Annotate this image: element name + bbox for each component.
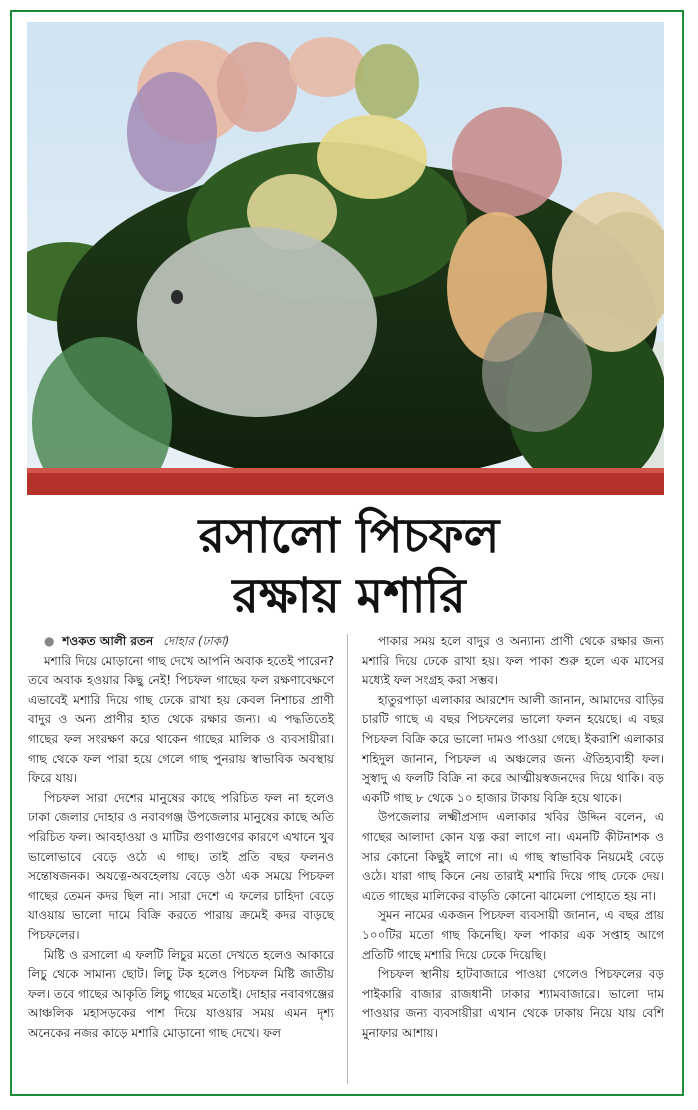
paragraph: সুমন নামের একজন পিচফল ব্যবসায়ী জানান, এ বছর প্রায় ১০০টির মতো গাছ কিনেছি। ফল পাকার এক সপ্তাহ আগে প্রতিটি গাছে মশারি দিয়ে ঢেকে দিয়েছি। (362, 908, 664, 962)
article-headline (20, 506, 678, 626)
article-photo (27, 22, 664, 495)
paragraph: পিচফল স্থানীয় হাটবাজারে পাওয়া গেলেও পিচফলের বড় পাইকারি বাজার রাজধানী ঢাকার শ্যামবাজারে। ভালো দাম পাওয়ার জন্য ব্যবসায়ীরা এখান থেকে ঢাকায় নিয়ে যায় বেশি মুনাফার আশায়। (362, 967, 664, 1040)
column-divider (347, 634, 348, 1084)
byline-bullet-icon: ● (44, 634, 55, 648)
headline-line-1: রসালো পিচফল (198, 508, 500, 564)
article-column-left (28, 632, 334, 1043)
paragraph: মিষ্টি ও রসালো এ ফলটি লিচুর মতো দেখতে হলেও আকারে লিচু থেকে সামান্য ছোট। লিচু টক হলেও পিচফল মিষ্টি জাতীয় ফল। তবে গাছের আকৃতি লিচু গাছের মতোই। দোহার নবাবগঞ্জের আঞ্চলিক মহাসড়কের পাশ দিয়ে যাওয়ার সময় এমন দৃশ্য অনেকের নজর কাড়ে মশারি মোড়ানো গাছ দেখে। ফল (28, 947, 334, 1040)
paragraph: হাতুরপাড়া এলাকার আরশেদ আলী জানান, আমাদের বাড়ির চারটি গাছে এ বছর পিচফলের ভালো ফলন হয়েছে। এ বছর পিচফল বিক্রি করে ভালো দামও পাওয়া গেছে। ইকরাশি এলাকার শহিদুল জানান, পিচফল এ অঞ্চলের জন্য ঐতিহ্যবাহী ফল। সুস্বাদু এ ফলটি বিক্রি না করে আত্মীয়স্বজনদের দিয়ে থাকি। বড় একটি গাছ ৮ থেকে ১০ হাজার টাকায় বিক্রি হয়ে থাকে। (362, 692, 664, 805)
byline-author: শওকত আলী রতন (62, 634, 154, 648)
headline-line-2: রক্ষায় মশারি (232, 568, 466, 624)
paragraph: মশারি দিয়ে মোড়ানো গাছ দেখে আপনি অবাক হতেই পারেন? তবে অবাক হওয়ার কিছু নেই! পিচফল গাছের ফল রক্ষণাবেক্ষণে এভাবেই মশারি দিয়ে গাছ ঢেকে রাখা হয় কেবল নিশাচর প্রাণী বাদুর ও অন্য প্রাণীর হাত থেকে রক্ষার জন্য। এ পদ্ধতিতেই গাছের ফল সংরক্ষণ করে থাকেন গাছের মালিক ও ব্যবসায়ীরা। গাছ থেকে ফল পারা হয়ে গেলে গাছ পুনরায় স্বাভাবিক অবস্থায় ফিরে যায়। (28, 653, 334, 786)
paragraph: পিচফল সারা দেশের মানুষের কাছে পরিচিত ফল না হলেও ঢাকা জেলার দোহার ও নবাবগঞ্জ উপজেলার মানুষের কাছে অতি পরিচিত ফল। আবহাওয়া ও মাটির গুণাগুণের কারণে এখানে খুব ভালোভাবে বেড়ে ওঠে এ গাছ। তাই প্রতি বছর ফলনও সন্তোষজনক। অযত্নে-অবহেলায় বেড়ে ওঠা এক সময়ে পিচফল গাছের তেমন কদর ছিল না। সারা দেশে এ ফলের চাহিদা বেড়ে যাওয়ায় ভালো দামে বিক্রি করতে পারায় ক্রমেই কদর বাড়ছে পিচফলের। (28, 790, 334, 942)
paragraph: উপজেলার লক্ষ্মীপ্রসাদ এলাকার খবির উদ্দিন বলেন, এ গাছের আলাদা কোন যত্ন করা লাগে না। এমনটি কীটনাশক ও সার কোনো কিছুই লাগে না। এ গাছ স্বাভাবিক নিয়মেই বেড়ে ওঠে। যারা গাছ কিনে নেয় তারাই মশারি দিয়ে গাছ ঢেকে দেয়। এতে গাছের মালিকের বাড়তি কোনো ঝামেলা পোহাতে হয় না। (362, 810, 664, 903)
byline (28, 632, 334, 652)
netted-trees-illustration (27, 22, 664, 495)
article-column-right (362, 632, 664, 1043)
byline-place: দোহার (ঢাকা) (162, 634, 230, 648)
paragraph: পাকার সময় হলে বাদুর ও অন্যান্য প্রাণী থেকে রক্ষার জন্য মশারি দিয়ে ঢেকে রাখা হয়। ফল পাকা শুরু হলে এক মাসের মধ্যেই ফল সংগ্রহ করা সম্ভব। (362, 634, 664, 688)
